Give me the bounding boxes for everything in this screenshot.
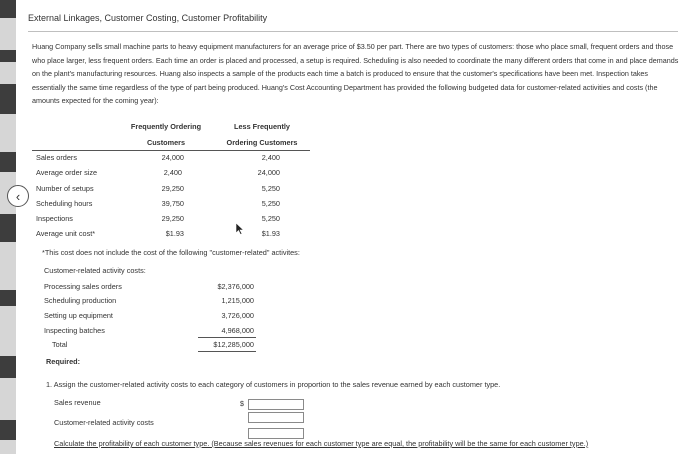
- question-1: 1. Assign the customer-related activity costs to each category of customers in proportion to the sales revenue earned by each customer type.: [46, 380, 501, 389]
- row-label: Average unit cost*: [36, 229, 96, 238]
- col1-header-line1: Frequently Ordering: [130, 122, 202, 131]
- row-label: Sales orders: [36, 153, 77, 162]
- col2-header-line2: Ordering Customers: [226, 138, 298, 147]
- required-heading: Required:: [46, 357, 81, 366]
- col1-header-line2: Customers: [146, 138, 186, 147]
- page-title: External Linkages, Customer Costing, Customer Profitability: [28, 13, 268, 23]
- total-double-rule: [198, 351, 256, 352]
- row-freq-value: 39,750: [161, 199, 184, 208]
- title-divider: [28, 31, 678, 32]
- sales-revenue-input[interactable]: [248, 399, 304, 410]
- sales-revenue-input-2[interactable]: [248, 412, 304, 423]
- row-less-value: 5,250: [261, 199, 280, 208]
- col2-header-line1: Less Frequently: [234, 122, 290, 131]
- row-label: Scheduling hours: [36, 199, 93, 208]
- row-label: Inspections: [36, 214, 73, 223]
- row-less-value: 24,000: [257, 168, 280, 177]
- activity-costs-input[interactable]: [248, 428, 304, 439]
- row-less-value: 5,250: [261, 214, 280, 223]
- row-freq-value: $1.93: [165, 229, 184, 238]
- cost-value: 1,215,000: [221, 296, 254, 305]
- currency-symbol: $: [240, 401, 244, 408]
- cost-label: Scheduling production: [44, 296, 117, 305]
- row-less-value: 2,400: [261, 153, 280, 162]
- row-freq-value: 2,400: [163, 168, 182, 177]
- activity-costs-label: Customer-related activity costs: [54, 418, 154, 427]
- cost-total-label: Total: [52, 340, 68, 349]
- costs-header: Customer-related activity costs:: [44, 266, 146, 275]
- row-label: Average order size: [36, 168, 98, 177]
- row-freq-value: 29,250: [161, 214, 184, 223]
- intro-text: [32, 40, 680, 108]
- cost-label: Setting up equipment: [44, 311, 113, 320]
- chevron-left-icon: ‹: [15, 188, 21, 204]
- intro-paragraph: Huang Company sells small machine parts to heavy equipment manufacturers for an average price of $3.50 per part. There are two types of customers: those who place small, frequent orders and those who place larger, less frequent orders. Each time an order is placed and processed, a setup is required. Scheduling is also needed to coordinate the many different orders that come in and place demands on the plant's manufacturing resources. Huang also inspects a sample of the products each time a batch is produced to ensure that the customer's specifications have been met. Inspection takes essentially the same time regardless of the type of part being produced. Huang's Cost Accounting Department has provided the following budgeted data for customer-related activities and costs (the amounts expected for the coming year):: [32, 42, 679, 106]
- cost-value: $2,376,000: [217, 282, 254, 291]
- cost-value: 4,968,000: [221, 326, 254, 335]
- total-rule: [198, 337, 256, 338]
- sales-revenue-label: Sales revenue: [54, 398, 101, 407]
- table-footnote: *This cost does not include the cost of the following "customer-related" activites:: [42, 248, 300, 257]
- profitability-note: Calculate the profitability of each customer type. (Because sales revenues for each customer type are equal, the profitability will be the same for each customer type.): [54, 439, 589, 448]
- row-less-value: $1.93: [261, 229, 280, 238]
- mouse-pointer-icon: [236, 223, 244, 235]
- row-freq-value: 24,000: [161, 153, 184, 162]
- cost-total-value: $12,285,000: [213, 340, 254, 349]
- table-header-rule: [32, 150, 310, 151]
- row-label: Number of setups: [36, 184, 94, 193]
- row-freq-value: 29,250: [161, 184, 184, 193]
- cost-label: Inspecting batches: [44, 326, 105, 335]
- cost-label: Processing sales orders: [44, 282, 122, 291]
- cost-value: 3,726,000: [221, 311, 254, 320]
- row-less-value: 5,250: [261, 184, 280, 193]
